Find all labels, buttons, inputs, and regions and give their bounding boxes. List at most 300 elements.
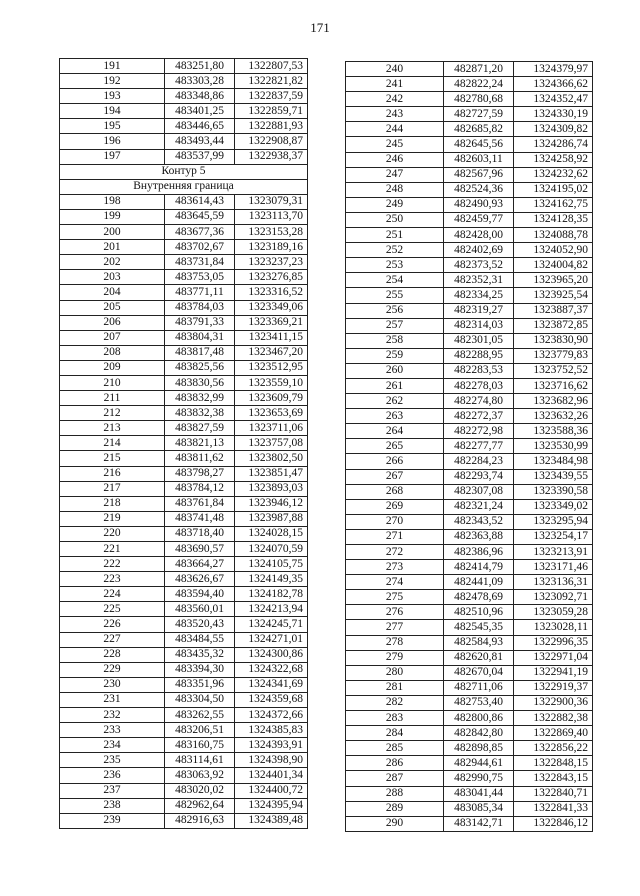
x-coordinate: 483262,55: [165, 708, 235, 723]
y-coordinate: 1324213,94: [235, 602, 308, 617]
point-number: 250: [346, 212, 444, 227]
point-number: 226: [60, 617, 165, 632]
y-coordinate: 1324401,34: [235, 768, 308, 783]
y-coordinate: 1323484,98: [514, 454, 593, 469]
point-number: 267: [346, 469, 444, 484]
y-coordinate: 1323632,26: [514, 409, 593, 424]
table-row: [346, 273, 593, 288]
y-coordinate: 1324070,59: [235, 542, 308, 557]
point-number: 257: [346, 318, 444, 333]
x-coordinate: 483020,02: [165, 783, 235, 798]
y-coordinate: 1324389,48: [235, 813, 308, 828]
y-coordinate: 1322971,04: [514, 650, 593, 665]
table-row: [346, 741, 593, 756]
point-number: 278: [346, 635, 444, 650]
point-number: 218: [60, 496, 165, 511]
x-coordinate: 482822,24: [444, 77, 514, 92]
point-number: 194: [60, 104, 165, 119]
point-number: 281: [346, 680, 444, 695]
x-coordinate: 482545,35: [444, 620, 514, 635]
x-coordinate: 482567,96: [444, 167, 514, 182]
coordinates-table-left: [59, 58, 308, 829]
table-row: [60, 602, 308, 617]
x-coordinate: 483731,84: [165, 255, 235, 270]
y-coordinate: 1323716,62: [514, 378, 593, 393]
x-coordinate: 483645,59: [165, 209, 235, 224]
table-row: [346, 529, 593, 544]
x-coordinate: 482319,27: [444, 303, 514, 318]
x-coordinate: 482274,80: [444, 394, 514, 409]
x-coordinate: 482278,03: [444, 378, 514, 393]
table-row: [60, 345, 308, 360]
x-coordinate: 483446,65: [165, 119, 235, 134]
x-coordinate: 483804,31: [165, 330, 235, 345]
y-coordinate: 1323609,79: [235, 391, 308, 406]
table-row: [346, 107, 593, 122]
y-coordinate: 1322821,82: [235, 74, 308, 89]
y-coordinate: 1323530,99: [514, 439, 593, 454]
table-row: [346, 363, 593, 378]
table-row: [346, 197, 593, 212]
point-number: 230: [60, 677, 165, 692]
table-row: [60, 89, 308, 104]
x-coordinate: 482780,68: [444, 92, 514, 107]
table-row: [60, 481, 308, 496]
table-row: [60, 526, 308, 541]
table-row: [346, 771, 593, 786]
x-coordinate: 483827,59: [165, 421, 235, 436]
x-coordinate: 483821,13: [165, 436, 235, 451]
y-coordinate: 1323316,52: [235, 285, 308, 300]
point-number: 203: [60, 270, 165, 285]
point-number: 191: [60, 59, 165, 74]
y-coordinate: 1322881,93: [235, 119, 308, 134]
point-number: 262: [346, 394, 444, 409]
table-row: [346, 182, 593, 197]
point-number: 205: [60, 300, 165, 315]
y-coordinate: 1324393,91: [235, 738, 308, 753]
point-number: 234: [60, 738, 165, 753]
x-coordinate: 483401,25: [165, 104, 235, 119]
y-coordinate: 1324366,62: [514, 77, 593, 92]
point-number: 247: [346, 167, 444, 182]
table-row: [60, 270, 308, 285]
table-row: [60, 406, 308, 421]
x-coordinate: 482524,36: [444, 182, 514, 197]
table-row: [346, 152, 593, 167]
point-number: 239: [60, 813, 165, 828]
point-number: 233: [60, 723, 165, 738]
y-coordinate: 1324300,86: [235, 647, 308, 662]
point-number: 279: [346, 650, 444, 665]
y-coordinate: 1324162,75: [514, 197, 593, 212]
point-number: 249: [346, 197, 444, 212]
table-row: [346, 348, 593, 363]
y-coordinate: 1322996,35: [514, 635, 593, 650]
y-coordinate: 1324352,47: [514, 92, 593, 107]
table-row: [346, 258, 593, 273]
table-row: [346, 318, 593, 333]
table-row: [60, 119, 308, 134]
x-coordinate: 483560,01: [165, 602, 235, 617]
y-coordinate: 1324341,69: [235, 677, 308, 692]
y-coordinate: 1323802,50: [235, 451, 308, 466]
point-number: 242: [346, 92, 444, 107]
x-coordinate: 482727,59: [444, 107, 514, 122]
table-row: [346, 665, 593, 680]
point-number: 236: [60, 768, 165, 783]
table-row: [60, 466, 308, 481]
point-number: 207: [60, 330, 165, 345]
x-coordinate: 482800,86: [444, 711, 514, 726]
y-coordinate: 1324182,78: [235, 587, 308, 602]
y-coordinate: 1323153,28: [235, 225, 308, 240]
x-coordinate: 482343,52: [444, 514, 514, 529]
y-coordinate: 1324271,01: [235, 632, 308, 647]
y-coordinate: 1324385,83: [235, 723, 308, 738]
x-coordinate: 482670,04: [444, 665, 514, 680]
x-coordinate: 482478,69: [444, 590, 514, 605]
y-coordinate: 1323213,91: [514, 545, 593, 560]
table-row: [346, 484, 593, 499]
table-row: [346, 333, 593, 348]
table-left-rows-a: [60, 59, 308, 165]
point-number: 215: [60, 451, 165, 466]
point-number: 241: [346, 77, 444, 92]
y-coordinate: 1322848,15: [514, 756, 593, 771]
x-coordinate: 482373,52: [444, 258, 514, 273]
point-number: 284: [346, 726, 444, 741]
table-row: [346, 545, 593, 560]
point-number: 232: [60, 708, 165, 723]
y-coordinate: 1323189,16: [235, 240, 308, 255]
table-row: [346, 620, 593, 635]
x-coordinate: 482990,75: [444, 771, 514, 786]
y-coordinate: 1324379,97: [514, 62, 593, 77]
point-number: 219: [60, 511, 165, 526]
table-row: [346, 650, 593, 665]
y-coordinate: 1323059,28: [514, 605, 593, 620]
x-coordinate: 482283,53: [444, 363, 514, 378]
point-number: 253: [346, 258, 444, 273]
x-coordinate: 483690,57: [165, 542, 235, 557]
x-coordinate: 483817,48: [165, 345, 235, 360]
point-number: 256: [346, 303, 444, 318]
point-number: 269: [346, 499, 444, 514]
point-number: 280: [346, 665, 444, 680]
table-row: [60, 194, 308, 209]
y-coordinate: 1323946,12: [235, 496, 308, 511]
table-row: [60, 209, 308, 224]
table-row: [60, 662, 308, 677]
y-coordinate: 1322856,22: [514, 741, 593, 756]
table-row: [60, 632, 308, 647]
x-coordinate: 483771,11: [165, 285, 235, 300]
x-coordinate: 483348,86: [165, 89, 235, 104]
point-number: 246: [346, 152, 444, 167]
y-coordinate: 1323887,37: [514, 303, 593, 318]
x-coordinate: 483811,62: [165, 451, 235, 466]
point-number: 243: [346, 107, 444, 122]
y-coordinate: 1324309,82: [514, 122, 593, 137]
point-number: 224: [60, 587, 165, 602]
point-number: 270: [346, 514, 444, 529]
point-number: 252: [346, 243, 444, 258]
table-row: [60, 738, 308, 753]
x-coordinate: 482962,64: [165, 798, 235, 813]
point-number: 287: [346, 771, 444, 786]
table-row: [346, 243, 593, 258]
point-number: 254: [346, 273, 444, 288]
y-coordinate: 1322908,87: [235, 134, 308, 149]
x-coordinate: 482428,00: [444, 228, 514, 243]
x-coordinate: 482301,05: [444, 333, 514, 348]
point-number: 274: [346, 575, 444, 590]
y-coordinate: 1323872,85: [514, 318, 593, 333]
y-coordinate: 1322807,53: [235, 59, 308, 74]
table-row: [60, 59, 308, 74]
point-number: 192: [60, 74, 165, 89]
point-number: 208: [60, 345, 165, 360]
table-row: [60, 255, 308, 270]
y-coordinate: 1323851,47: [235, 466, 308, 481]
table-row: [346, 212, 593, 227]
y-coordinate: 1323254,17: [514, 529, 593, 544]
point-number: 199: [60, 209, 165, 224]
x-coordinate: 483351,96: [165, 677, 235, 692]
y-coordinate: 1322900,36: [514, 695, 593, 710]
table-row: [60, 240, 308, 255]
table-row: [60, 677, 308, 692]
table-row: [346, 394, 593, 409]
table-row: [346, 680, 593, 695]
point-number: 286: [346, 756, 444, 771]
y-coordinate: 1324258,92: [514, 152, 593, 167]
point-number: 266: [346, 454, 444, 469]
y-coordinate: 1323369,21: [235, 315, 308, 330]
x-coordinate: 483626,67: [165, 572, 235, 587]
table-row: [346, 228, 593, 243]
table-row: [60, 330, 308, 345]
table-row: [60, 375, 308, 390]
y-coordinate: 1323171,46: [514, 560, 593, 575]
point-number: 275: [346, 590, 444, 605]
x-coordinate: 482645,56: [444, 137, 514, 152]
table-row: [346, 726, 593, 741]
y-coordinate: 1324128,35: [514, 212, 593, 227]
y-coordinate: 1323653,69: [235, 406, 308, 421]
y-coordinate: 1323276,85: [235, 270, 308, 285]
table-row: [346, 816, 593, 831]
y-coordinate: 1324330,19: [514, 107, 593, 122]
y-coordinate: 1323439,55: [514, 469, 593, 484]
table-row: [346, 167, 593, 182]
point-number: 289: [346, 801, 444, 816]
x-coordinate: 482871,20: [444, 62, 514, 77]
y-coordinate: 1322882,38: [514, 711, 593, 726]
y-coordinate: 1324028,15: [235, 526, 308, 541]
x-coordinate: 483041,44: [444, 786, 514, 801]
table-row: [60, 798, 308, 813]
point-number: 228: [60, 647, 165, 662]
table-row: [60, 617, 308, 632]
x-coordinate: 482284,23: [444, 454, 514, 469]
table-row: [60, 692, 308, 707]
table-row: [346, 590, 593, 605]
x-coordinate: 483784,03: [165, 300, 235, 315]
x-coordinate: 482459,77: [444, 212, 514, 227]
y-coordinate: 1323237,23: [235, 255, 308, 270]
point-number: 276: [346, 605, 444, 620]
point-number: 238: [60, 798, 165, 813]
x-coordinate: 483394,30: [165, 662, 235, 677]
x-coordinate: 482352,31: [444, 273, 514, 288]
table-row: [346, 424, 593, 439]
y-coordinate: 1322869,40: [514, 726, 593, 741]
x-coordinate: 482321,24: [444, 499, 514, 514]
x-coordinate: 482402,69: [444, 243, 514, 258]
y-coordinate: 1324372,66: [235, 708, 308, 723]
point-number: 268: [346, 484, 444, 499]
table-row: [346, 635, 593, 650]
y-coordinate: 1323757,08: [235, 436, 308, 451]
table-row: [346, 137, 593, 152]
point-number: 265: [346, 439, 444, 454]
y-coordinate: 1323925,54: [514, 288, 593, 303]
x-coordinate: 483484,55: [165, 632, 235, 647]
point-number: 225: [60, 602, 165, 617]
x-coordinate: 483718,40: [165, 526, 235, 541]
x-coordinate: 482944,61: [444, 756, 514, 771]
point-number: 255: [346, 288, 444, 303]
x-coordinate: 482414,79: [444, 560, 514, 575]
point-number: 204: [60, 285, 165, 300]
y-coordinate: 1323711,06: [235, 421, 308, 436]
x-coordinate: 482603,11: [444, 152, 514, 167]
table-row: [60, 542, 308, 557]
table-row: [346, 439, 593, 454]
table-row: [60, 647, 308, 662]
x-coordinate: 482510,96: [444, 605, 514, 620]
point-number: 201: [60, 240, 165, 255]
x-coordinate: 483493,44: [165, 134, 235, 149]
point-number: 259: [346, 348, 444, 363]
x-coordinate: 483830,56: [165, 375, 235, 390]
x-coordinate: 482916,63: [165, 813, 235, 828]
point-number: 193: [60, 89, 165, 104]
table-row: [60, 783, 308, 798]
point-number: 271: [346, 529, 444, 544]
x-coordinate: 482441,09: [444, 575, 514, 590]
table-row: [346, 454, 593, 469]
point-number: 282: [346, 695, 444, 710]
y-coordinate: 1323682,96: [514, 394, 593, 409]
table-left-rows-b: [60, 194, 308, 828]
point-number: 290: [346, 816, 444, 831]
y-coordinate: 1323752,52: [514, 363, 593, 378]
y-coordinate: 1322841,33: [514, 801, 593, 816]
table-row: [60, 315, 308, 330]
point-number: 221: [60, 542, 165, 557]
x-coordinate: 482620,81: [444, 650, 514, 665]
y-coordinate: 1323390,58: [514, 484, 593, 499]
table-row: [60, 134, 308, 149]
point-number: 202: [60, 255, 165, 270]
table-row: [346, 575, 593, 590]
x-coordinate: 483677,36: [165, 225, 235, 240]
x-coordinate: 482272,37: [444, 409, 514, 424]
contour-heading-group: [60, 164, 308, 194]
y-coordinate: 1323079,31: [235, 194, 308, 209]
table-row: [60, 225, 308, 240]
x-coordinate: 482363,88: [444, 529, 514, 544]
table-row: [60, 511, 308, 526]
point-number: 235: [60, 753, 165, 768]
table-row: [60, 557, 308, 572]
y-coordinate: 1323092,71: [514, 590, 593, 605]
y-coordinate: 1322941,19: [514, 665, 593, 680]
y-coordinate: 1323467,20: [235, 345, 308, 360]
point-number: 223: [60, 572, 165, 587]
y-coordinate: 1324004,82: [514, 258, 593, 273]
x-coordinate: 483251,80: [165, 59, 235, 74]
point-number: 288: [346, 786, 444, 801]
table-row: [60, 104, 308, 119]
x-coordinate: 483206,51: [165, 723, 235, 738]
x-coordinate: 483537,99: [165, 149, 235, 164]
page-number: 171: [310, 20, 330, 35]
table-row: [60, 768, 308, 783]
y-coordinate: 1323830,90: [514, 333, 593, 348]
x-coordinate: 482386,96: [444, 545, 514, 560]
x-coordinate: 483753,05: [165, 270, 235, 285]
point-number: 272: [346, 545, 444, 560]
y-coordinate: 1323893,03: [235, 481, 308, 496]
point-number: 277: [346, 620, 444, 635]
x-coordinate: 483520,43: [165, 617, 235, 632]
table-row: [60, 391, 308, 406]
point-number: 195: [60, 119, 165, 134]
point-number: 283: [346, 711, 444, 726]
y-coordinate: 1323411,15: [235, 330, 308, 345]
y-coordinate: 1324195,02: [514, 182, 593, 197]
table-row: [346, 378, 593, 393]
x-coordinate: 483664,27: [165, 557, 235, 572]
y-coordinate: 1322938,37: [235, 149, 308, 164]
x-coordinate: 483784,12: [165, 481, 235, 496]
table-row: [346, 786, 593, 801]
table-row: [60, 149, 308, 164]
x-coordinate: 483791,33: [165, 315, 235, 330]
x-coordinate: 482490,93: [444, 197, 514, 212]
point-number: 231: [60, 692, 165, 707]
y-coordinate: 1322919,37: [514, 680, 593, 695]
x-coordinate: 482753,40: [444, 695, 514, 710]
point-number: 240: [346, 62, 444, 77]
x-coordinate: 483303,28: [165, 74, 235, 89]
point-number: 263: [346, 409, 444, 424]
table-row: [346, 409, 593, 424]
table-row: [346, 469, 593, 484]
table-row: [60, 753, 308, 768]
y-coordinate: 1324400,72: [235, 783, 308, 798]
y-coordinate: 1323028,11: [514, 620, 593, 635]
table-row: [346, 62, 593, 77]
y-coordinate: 1322859,71: [235, 104, 308, 119]
x-coordinate: 483761,84: [165, 496, 235, 511]
table-row: [60, 572, 308, 587]
x-coordinate: 483798,27: [165, 466, 235, 481]
